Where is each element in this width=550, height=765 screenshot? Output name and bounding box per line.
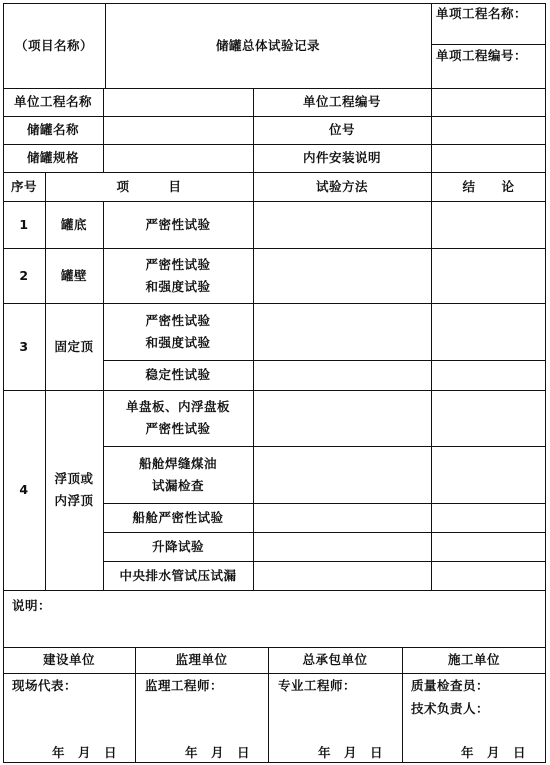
row-seq: 4 (19, 482, 29, 497)
row-test: 中央排水管试压试漏 (119, 567, 237, 583)
label-unit-no: 单位工程编号 (302, 94, 381, 109)
row-seq: 2 (19, 267, 29, 283)
col-conclusion: 结 论 (462, 178, 515, 194)
date-field: 年 月 日 (461, 745, 527, 760)
col-item: 项 目 (116, 178, 182, 194)
item-no-label: 单项工程编号： (436, 48, 528, 63)
label-internals: 内件安装说明 (302, 150, 381, 165)
rep-label: 现场代表： (12, 678, 78, 693)
col-seq: 序号 (10, 178, 37, 194)
row-test: 升降试验 (151, 538, 204, 554)
row-test: 严密性试验 (145, 216, 211, 232)
rule (431, 44, 546, 45)
note-label: 说明： (12, 598, 52, 613)
rule (3, 590, 546, 591)
row-test: 船舱严密性试验 (132, 509, 224, 525)
label-tank-spec: 储罐规格 (26, 150, 79, 165)
row-group: 浮顶或 内浮顶 (54, 471, 94, 508)
item-name-label: 单项工程名称： (436, 6, 528, 21)
sig-supervise: 监理单位 (175, 652, 228, 667)
row-seq: 1 (19, 216, 29, 232)
row-test: 稳定性试验 (145, 367, 211, 382)
tech-label: 技术负责人： (411, 701, 490, 716)
form-title: 储罐总体试验记录 (215, 37, 320, 53)
row-group: 罐底 (60, 216, 87, 232)
row-group: 固定顶 (54, 338, 94, 354)
label-unit-name: 单位工程名称 (13, 94, 92, 109)
label-position-no: 位号 (328, 122, 355, 137)
col-method: 试验方法 (315, 178, 368, 194)
label-tank-name: 储罐名称 (26, 122, 79, 137)
project-name: （项目名称） (14, 37, 93, 53)
rule (431, 201, 432, 590)
rule (103, 88, 104, 172)
row-test: 船舱焊缝煤油 试漏检查 (138, 455, 217, 493)
date-field: 年 月 日 (318, 745, 384, 760)
date-field: 年 月 日 (185, 745, 251, 760)
row-group: 罐壁 (60, 267, 87, 283)
row-test: 单盘板、内浮盘板 严密性试验 (125, 399, 230, 436)
date-field: 年 月 日 (52, 745, 118, 760)
pro-eng-label: 专业工程师： (278, 678, 357, 693)
sig-construct: 施工单位 (447, 652, 500, 667)
sig-build: 建设单位 (42, 652, 95, 667)
row-test: 严密性试验 和强度试验 (145, 312, 211, 350)
qc-label: 质量检查员： (411, 678, 490, 693)
rule (3, 673, 546, 674)
sig-contractor: 总承包单位 (302, 652, 368, 667)
rule (253, 172, 254, 590)
row-seq: 3 (19, 338, 29, 354)
row-test: 严密性试验 和强度试验 (145, 256, 211, 294)
sup-eng-label: 监理工程师： (145, 678, 224, 693)
